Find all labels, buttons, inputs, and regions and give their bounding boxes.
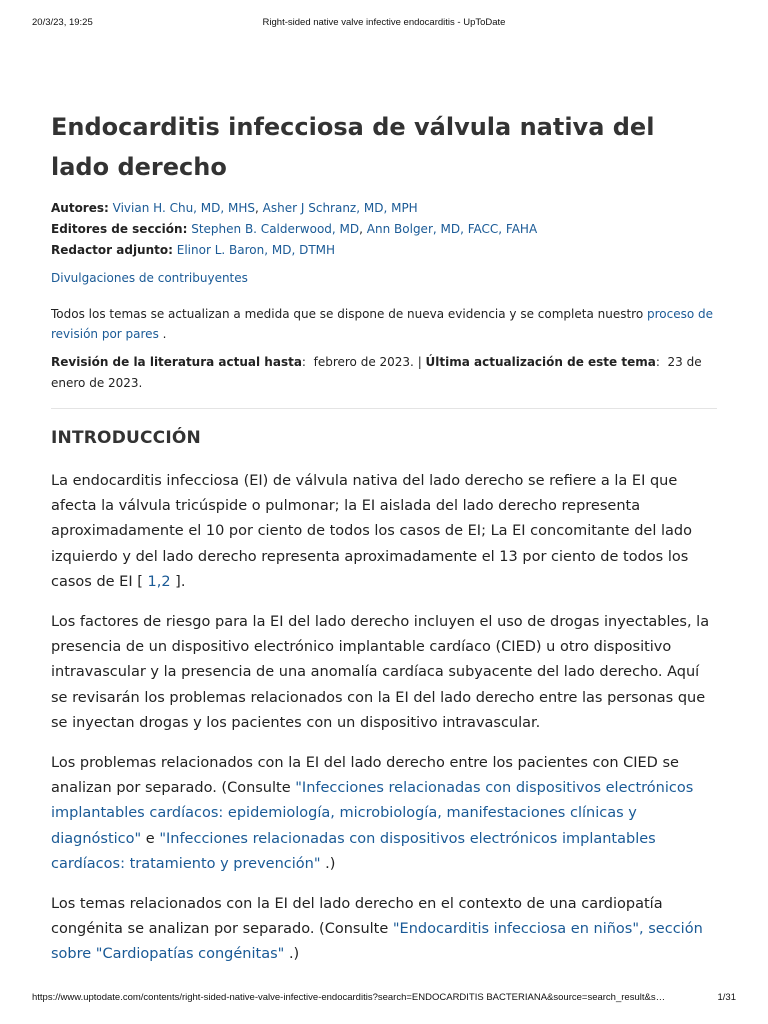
section-editor-link[interactable]: Ann Bolger, MD, FACC, FAHA <box>366 222 538 236</box>
section-editors-row: Editores de sección: Stephen B. Calderwood, MD, Ann Bolger, MD, FACC, FAHA <box>51 222 538 236</box>
cied-treatment-link[interactable]: "Infecciones relacionadas con dispositivos electrónicos implantables cardíacos: tratamiento y prevención" <box>51 830 656 872</box>
literature-review-label: Revisión de la literatura actual hasta <box>51 355 302 369</box>
disclosures-link[interactable]: Divulgaciones de contribuyentes <box>51 271 248 285</box>
literature-review-date: febrero de 2023. <box>313 355 414 369</box>
update-note <box>51 304 717 344</box>
intro-paragraph-text: Los problemas relacionados con la EI del lado derecho entre los pacientes con CIED se analizan por separado. (Consulte <box>51 755 679 797</box>
print-url: https://www.uptodate.com/contents/right-sided-native-valve-infective-endocarditis?search=ENDOCARDITIS BACTERIANA&source=search_result&s… <box>32 992 666 1003</box>
review-dates: Revisión de la literatura actual hasta: febrero de 2023. | Última actualización de este tema: 23 de enero de 2023. <box>51 355 702 390</box>
last-update-date: 23 de enero de 2023. <box>51 355 702 390</box>
section-editor-link[interactable]: Stephen B. Calderwood, MD <box>191 222 360 236</box>
pediatric-endocarditis-link[interactable]: "Endocarditis infecciosa en niños" <box>392 921 640 938</box>
article-meta <box>51 198 717 261</box>
intro-paragraph <box>51 469 717 595</box>
last-update-label: Última actualización de este tema <box>425 355 656 369</box>
intro-paragraph-end: .) <box>288 946 300 963</box>
deputy-editor-label: Redactor adjunto <box>51 243 169 257</box>
article-content <box>51 107 717 968</box>
deputy-editor-row: Redactor adjunto: Elinor L. Baron, MD, DTMH <box>51 243 336 257</box>
print-page-title: Right-sided native valve infective endocarditis - UpToDate <box>262 17 506 28</box>
intro-paragraph-end: ]. <box>175 573 186 590</box>
author-link[interactable]: Asher J Schranz, MD, MPH <box>262 201 418 215</box>
deputy-editor-link[interactable]: Elinor L. Baron, MD, DTMH <box>176 243 336 257</box>
intro-paragraph: Los factores de riesgo para la EI del lado derecho incluyen el uso de drogas inyectables, la presencia de un dispositivo electrónico implantable cardíaco (CIED) u otro dispositivo intravascular y la presencia de una anomalía cardíaca subyacente del lado derecho. Aquí se revisarán los problemas relacionados con la EI del lado derecho entre las personas que se inyectan drogas y los pacientes con un dispositivo intravascular. <box>51 614 710 731</box>
introduction-body <box>51 469 717 968</box>
congenital-heart-disease-link[interactable]: sección sobre "Cardiopatías congénitas" <box>51 921 703 963</box>
print-datetime: 20/3/23, 19:25 <box>32 17 93 28</box>
authors-row: Autores: Vivian H. Chu, MD, MHS, Asher J Schranz, MD, MPH <box>51 201 418 215</box>
intro-paragraph-text: Los temas relacionados con la EI del lado derecho en el contexto de una cardiopatía congénita se analizan por separado. (Consulte <box>51 896 663 938</box>
reference-link[interactable]: 1,2 <box>147 573 171 590</box>
article-title: Endocarditis infecciosa de válvula nativa del lado derecho <box>51 113 655 181</box>
print-header <box>0 17 768 31</box>
intro-paragraph-text: e <box>145 830 155 847</box>
peer-review-link[interactable]: proceso de revisión por pares <box>51 307 714 341</box>
intro-paragraph-text: La endocarditis infecciosa (EI) de válvula nativa del lado derecho se refiere a la EI que afecta la válvula tricúspide o pulmonar; la EI aislada del lado derecho representa aproximadamente el 10 por ciento de todos los casos de EI; La EI concomitante del lado izquierdo y del lado derecho representa aproximadamente el 13 por ciento de todos los casos de EI [ <box>51 473 692 590</box>
section-divider <box>51 408 717 409</box>
update-note-end: . <box>162 327 167 341</box>
intro-paragraph-end: .) <box>325 855 336 872</box>
intro-paragraph <box>51 751 717 877</box>
author-link[interactable]: Vivian H. Chu, MD, MHS <box>112 201 256 215</box>
intro-paragraph <box>51 892 717 968</box>
cied-epidemiology-link[interactable]: "Infecciones relacionadas con dispositivos electrónicos implantables cardíacos: epidemiología, microbiología, manifestaciones clínicas y diagnóstico" <box>51 780 694 847</box>
authors-label: Autores <box>51 201 105 215</box>
page-counter: 1/31 <box>717 992 736 1003</box>
update-note-text: Todos los temas se actualizan a medida que se dispone de nueva evidencia y se completa nuestro <box>51 307 644 321</box>
link-separator: , <box>639 921 644 938</box>
section-editors-label: Editores de sección <box>51 222 183 236</box>
introduction-heading: INTRODUCCIÓN <box>51 428 201 448</box>
